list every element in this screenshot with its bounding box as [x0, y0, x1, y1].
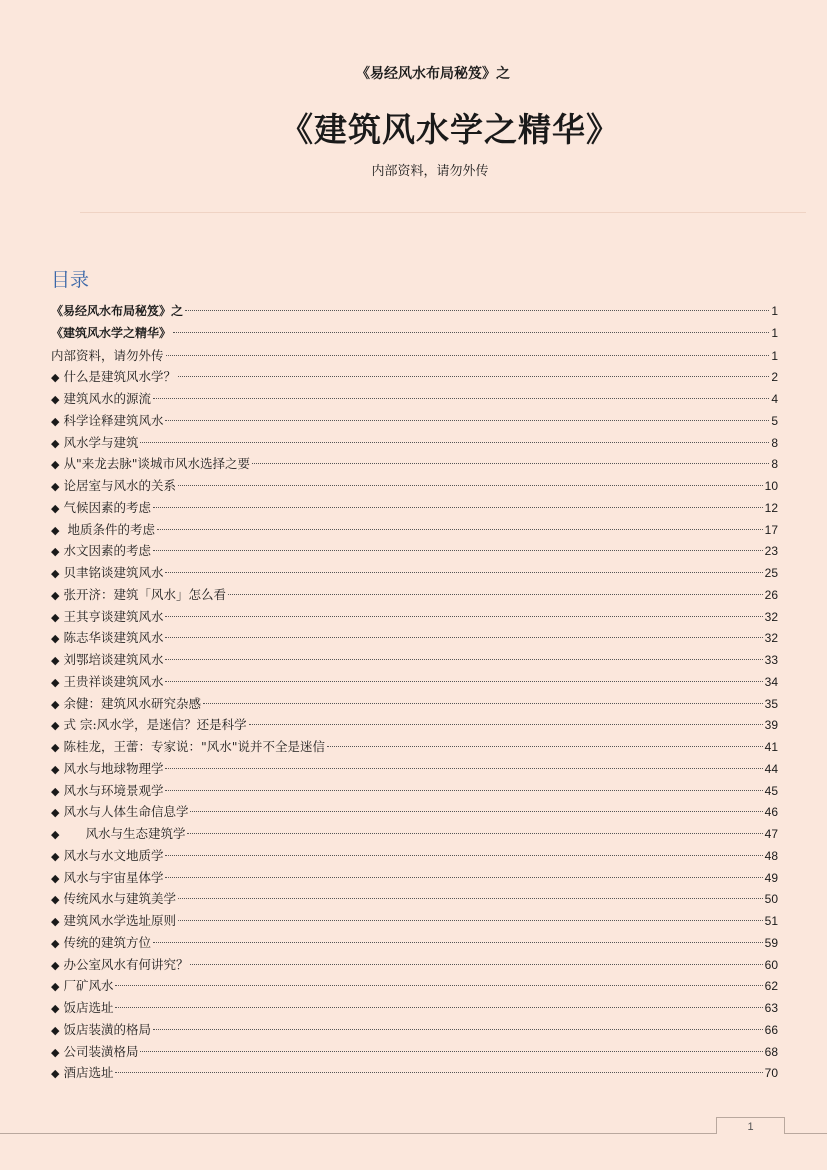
diamond-bullet-icon: ◆ — [51, 654, 60, 667]
toc-entry-label: 风水与人体生命信息学 — [63, 804, 189, 820]
toc-entry-page: 50 — [764, 892, 778, 907]
toc-entry-title — [51, 606, 163, 629]
toc-entry-title — [51, 736, 325, 759]
toc-entry[interactable] — [51, 519, 778, 541]
toc-entry-label: 风水与宇宙星体学 — [63, 869, 164, 885]
diamond-bullet-icon: ◆ — [51, 501, 60, 515]
diamond-bullet-icon: ◆ — [51, 1002, 60, 1015]
toc-dot-leader — [165, 420, 769, 421]
toc-entry[interactable] — [51, 693, 778, 715]
toc-dot-leader — [165, 616, 762, 617]
toc-entry-title — [51, 649, 163, 672]
toc-entry-title — [51, 867, 163, 890]
toc-entry-label: 建筑风水学选址原则 — [63, 913, 176, 928]
toc-entry[interactable] — [51, 975, 778, 997]
toc-entry-title — [51, 562, 163, 585]
toc-entry[interactable] — [51, 475, 778, 497]
diamond-bullet-icon: ◆ — [51, 588, 60, 602]
toc-entry[interactable] — [51, 867, 778, 889]
toc-dot-leader — [327, 746, 763, 747]
toc-dot-leader — [153, 507, 763, 508]
toc-entry-title — [51, 714, 247, 737]
toc-entry-label: 风水与水文地质学 — [63, 847, 164, 863]
toc-entry-label: 办公室风水有何讲究？ — [63, 956, 189, 972]
toc-entry-label: 建筑风水的源流 — [63, 391, 151, 406]
diamond-bullet-icon: ◆ — [51, 436, 60, 450]
toc-entry-page: 1 — [771, 348, 778, 363]
toc-entry[interactable] — [51, 301, 778, 323]
toc-entry-page: 32 — [764, 631, 778, 646]
toc-dot-leader — [165, 877, 762, 878]
toc-entry[interactable] — [51, 997, 778, 1019]
toc-dot-leader — [187, 833, 762, 834]
toc-entry[interactable] — [51, 736, 778, 758]
toc-entry-page: 33 — [764, 653, 778, 667]
toc-entry-page: 39 — [764, 718, 778, 733]
toc-entry-label: 贝聿铭谈建筑风水 — [63, 565, 164, 580]
toc-dot-leader — [153, 1029, 763, 1030]
diamond-bullet-icon: ◆ — [51, 1067, 60, 1081]
toc-entry-title — [51, 801, 188, 824]
toc-dot-leader — [190, 811, 762, 812]
toc-entry-label: 饭店选址 — [63, 1000, 114, 1015]
toc-entry-label: 科学诠释建筑风水 — [63, 412, 164, 428]
toc-entry-title — [51, 758, 163, 781]
toc-entry[interactable] — [51, 562, 778, 584]
toc-entry-title — [51, 910, 176, 933]
diamond-bullet-icon: ◆ — [51, 523, 60, 537]
doc-subtitle: 内部资料，请勿外传 — [371, 164, 489, 179]
toc-entry[interactable] — [51, 671, 778, 693]
toc-entry-title — [51, 475, 176, 498]
toc-entry-title — [51, 693, 201, 716]
toc-entry-page: 26 — [764, 587, 778, 602]
diamond-bullet-icon: ◆ — [51, 719, 60, 733]
toc-entry[interactable] — [51, 954, 778, 976]
toc-dot-leader — [178, 920, 763, 921]
toc-entry-title — [51, 997, 113, 1020]
toc-entry-title — [51, 345, 164, 367]
toc-entry-page: 2 — [771, 370, 778, 385]
toc-entry-page: 5 — [771, 413, 778, 428]
toc-entry-page: 70 — [764, 1066, 778, 1081]
toc-entry-label: 陈桂龙，王蕾：专家说："风水"说并不全是迷信 — [63, 739, 325, 754]
toc-entry-label: 风水学与建筑 — [63, 434, 139, 450]
toc-entry[interactable] — [51, 627, 778, 649]
toc-dot-leader — [178, 485, 763, 486]
toc-entry-label: 式 宗:风水学，是迷信？还是科学 — [63, 717, 247, 733]
toc-dot-leader — [249, 724, 763, 725]
toc-entry-title — [51, 301, 183, 323]
toc-dot-leader — [115, 1007, 762, 1008]
toc-entry-page: 46 — [764, 805, 778, 820]
toc-entry-label: 气候因素的考虑 — [63, 499, 151, 515]
toc-dot-leader — [165, 768, 762, 769]
toc-entry[interactable] — [51, 345, 778, 367]
toc-entry-page: 35 — [764, 696, 778, 711]
toc-dot-leader — [165, 637, 762, 638]
toc-entry[interactable] — [51, 932, 778, 954]
toc-entry-label: 张开济：建筑「风水」怎么看 — [63, 586, 226, 602]
diamond-bullet-icon: ◆ — [51, 958, 60, 972]
toc-dot-leader — [178, 898, 763, 899]
diamond-bullet-icon: ◆ — [51, 458, 60, 472]
toc-dot-leader — [190, 964, 762, 965]
diamond-bullet-icon: ◆ — [51, 936, 60, 950]
toc-entry[interactable] — [51, 780, 778, 802]
diamond-bullet-icon: ◆ — [51, 545, 60, 559]
toc-entry[interactable] — [51, 606, 778, 628]
doc-title: 《建筑风水学之精华》 — [280, 110, 620, 149]
toc-entry-title — [51, 627, 163, 650]
toc-dot-leader — [115, 985, 762, 986]
diamond-bullet-icon: ◆ — [51, 567, 60, 580]
toc-entry-page: 62 — [764, 979, 778, 994]
toc-dot-leader — [153, 398, 769, 399]
toc-entry-label: 《建筑风水学之精华》 — [51, 325, 172, 340]
toc-entry[interactable] — [51, 714, 778, 736]
diamond-bullet-icon: ◆ — [51, 632, 60, 646]
toc-entry-title — [51, 975, 113, 998]
header-divider — [80, 212, 806, 213]
toc-entry-page: 66 — [764, 1022, 778, 1037]
toc-entry[interactable] — [51, 540, 778, 562]
toc-entry-title — [51, 823, 185, 846]
toc-dot-leader — [165, 855, 762, 856]
toc-dot-leader — [166, 355, 770, 356]
toc-entry[interactable] — [51, 1062, 778, 1084]
toc-entry-label: 水文因素的考虑 — [63, 543, 151, 559]
toc-entry[interactable] — [51, 388, 778, 410]
toc-entry-page: 47 — [764, 827, 778, 841]
toc-entry-page: 32 — [764, 609, 778, 624]
toc-dot-leader — [185, 310, 769, 311]
toc-entry[interactable] — [51, 323, 778, 345]
toc-entry[interactable] — [51, 801, 778, 823]
toc-dot-leader — [153, 942, 763, 943]
toc-entry-title — [51, 497, 151, 520]
toc-entry-title — [51, 432, 138, 455]
toc-entry[interactable] — [51, 649, 778, 671]
toc-heading: 目录 — [51, 269, 90, 291]
toc-entry-title — [51, 1041, 138, 1064]
toc-entry-title — [51, 845, 163, 868]
toc-entry-label: 刘鄂培谈建筑风水 — [63, 652, 164, 667]
toc-entry-title — [51, 323, 171, 345]
toc-entry-page: 1 — [771, 325, 778, 340]
toc-entry-page: 1 — [771, 304, 778, 318]
diamond-bullet-icon: ◆ — [51, 915, 60, 928]
toc-entry-title — [51, 671, 163, 694]
toc-entry[interactable] — [51, 366, 778, 388]
toc-dot-leader — [157, 529, 763, 530]
toc-entry-label: 王贵祥谈建筑风水 — [63, 673, 164, 689]
toc-entry-title — [51, 1062, 113, 1085]
toc-entry-label: 风水与生态建筑学 — [85, 826, 186, 841]
toc-dot-leader — [165, 790, 762, 791]
toc-entry-title — [51, 519, 155, 542]
toc-entry-page: 63 — [764, 1001, 778, 1015]
toc-entry-label: 公司装潢格局 — [63, 1043, 139, 1059]
diamond-bullet-icon: ◆ — [51, 1045, 60, 1059]
toc-entry-page: 8 — [771, 435, 778, 450]
toc-dot-leader — [228, 594, 763, 595]
toc-entry-page: 17 — [764, 522, 778, 537]
diamond-bullet-icon: ◆ — [51, 871, 60, 885]
toc-entry-page: 34 — [764, 674, 778, 689]
diamond-bullet-icon: ◆ — [51, 849, 60, 863]
toc-dot-leader — [203, 703, 763, 704]
toc-entry-page: 68 — [764, 1044, 778, 1059]
toc-entry-title — [51, 366, 176, 389]
toc-entry[interactable] — [51, 453, 778, 475]
diamond-bullet-icon: ◆ — [51, 393, 60, 406]
toc-entry[interactable] — [51, 584, 778, 606]
toc-entry-page: 51 — [764, 914, 778, 928]
toc-entry-title — [51, 453, 250, 476]
toc-entry[interactable] — [51, 1041, 778, 1063]
toc-entry-title — [51, 540, 151, 563]
toc-entry[interactable] — [51, 823, 778, 845]
toc-entry-page: 49 — [764, 870, 778, 885]
toc-entry-page: 59 — [764, 935, 778, 950]
toc-entry-label: 传统的建筑方位 — [63, 934, 151, 950]
diamond-bullet-icon: ◆ — [51, 806, 60, 820]
diamond-bullet-icon: ◆ — [51, 697, 60, 711]
toc-entry-label: 论居室与风水的关系 — [63, 478, 176, 493]
toc-entry[interactable] — [51, 845, 778, 867]
toc-entry[interactable] — [51, 1019, 778, 1041]
toc-entry-label: 陈志华谈建筑风水 — [63, 630, 164, 646]
toc-entry-page: 41 — [764, 740, 778, 754]
toc-dot-leader — [252, 463, 769, 464]
diamond-bullet-icon: ◆ — [51, 893, 60, 907]
diamond-bullet-icon: ◆ — [51, 371, 60, 385]
toc-entry-label: 内部资料，请勿外传 — [51, 347, 164, 363]
toc-dot-leader — [165, 659, 762, 660]
diamond-bullet-icon: ◆ — [51, 610, 60, 624]
toc-dot-leader — [173, 332, 769, 333]
toc-entry-title — [51, 388, 151, 411]
diamond-bullet-icon: ◆ — [51, 675, 60, 689]
toc-entry-label: 传统风水与建筑美学 — [63, 891, 176, 907]
toc-entry-page: 12 — [764, 500, 778, 515]
toc-entry-title — [51, 584, 226, 607]
toc-entry-page: 23 — [764, 544, 778, 559]
diamond-bullet-icon: ◆ — [51, 980, 60, 994]
toc-dot-leader — [140, 1051, 762, 1052]
toc-entry[interactable] — [51, 910, 778, 932]
toc-entry-label: 《易经风水布局秘笈》之 — [51, 304, 184, 318]
toc-entry-page: 4 — [771, 392, 778, 406]
toc-entry-page: 25 — [764, 566, 778, 580]
diamond-bullet-icon: ◆ — [51, 762, 60, 776]
toc-entry-label: 风水与地球物理学 — [63, 760, 164, 776]
diamond-bullet-icon: ◆ — [51, 1023, 60, 1037]
toc-entry-title — [51, 780, 163, 803]
toc-entry-title — [51, 888, 176, 911]
diamond-bullet-icon: ◆ — [51, 480, 60, 493]
footer-divider — [0, 1133, 827, 1134]
toc-entry[interactable] — [51, 888, 778, 910]
toc-dot-leader — [178, 376, 769, 377]
toc-entry-page: 10 — [764, 479, 778, 493]
toc-entry-label: 饭店装潢的格局 — [63, 1021, 151, 1037]
toc-entry-title — [51, 1019, 151, 1042]
toc-entry-label: 厂矿风水 — [63, 978, 114, 994]
toc-entry-page: 8 — [771, 457, 778, 472]
toc-dot-leader — [115, 1072, 762, 1073]
toc-entry-page: 60 — [764, 957, 778, 972]
diamond-bullet-icon: ◆ — [51, 828, 60, 841]
toc-entry-label: 余健：建筑风水研究杂感 — [63, 695, 201, 711]
toc-dot-leader — [140, 442, 769, 443]
toc-dot-leader — [165, 572, 762, 573]
toc-entry-title — [51, 954, 188, 977]
toc-entry-label: 从"来龙去脉"谈城市风水选择之要 — [63, 456, 250, 472]
toc-entry-label: 地质条件的考虑 — [63, 521, 155, 537]
diamond-bullet-icon: ◆ — [51, 414, 60, 428]
toc-list — [51, 301, 778, 1084]
page-number: 1 — [716, 1117, 785, 1134]
toc-entry-page: 48 — [764, 848, 778, 863]
toc-entry-title — [51, 932, 151, 955]
diamond-bullet-icon: ◆ — [51, 741, 60, 754]
toc-entry-label: 酒店选址 — [63, 1065, 114, 1081]
doc-kicker: 《易经风水布局秘笈》之 — [356, 66, 510, 82]
diamond-bullet-icon: ◆ — [51, 784, 60, 798]
toc-entry-label: 什么是建筑风水学？ — [63, 369, 176, 385]
toc-entry-label: 王其亨谈建筑风水 — [63, 608, 164, 624]
toc-entry-page: 45 — [764, 783, 778, 798]
toc-entry[interactable] — [51, 497, 778, 519]
toc-entry-page: 44 — [764, 761, 778, 776]
toc-entry-label: 风水与环境景观学 — [63, 782, 164, 798]
toc-entry-title — [51, 410, 163, 433]
toc-entry[interactable] — [51, 432, 778, 454]
toc-dot-leader — [165, 681, 762, 682]
toc-dot-leader — [153, 550, 763, 551]
toc-entry[interactable] — [51, 410, 778, 432]
toc-entry[interactable] — [51, 758, 778, 780]
